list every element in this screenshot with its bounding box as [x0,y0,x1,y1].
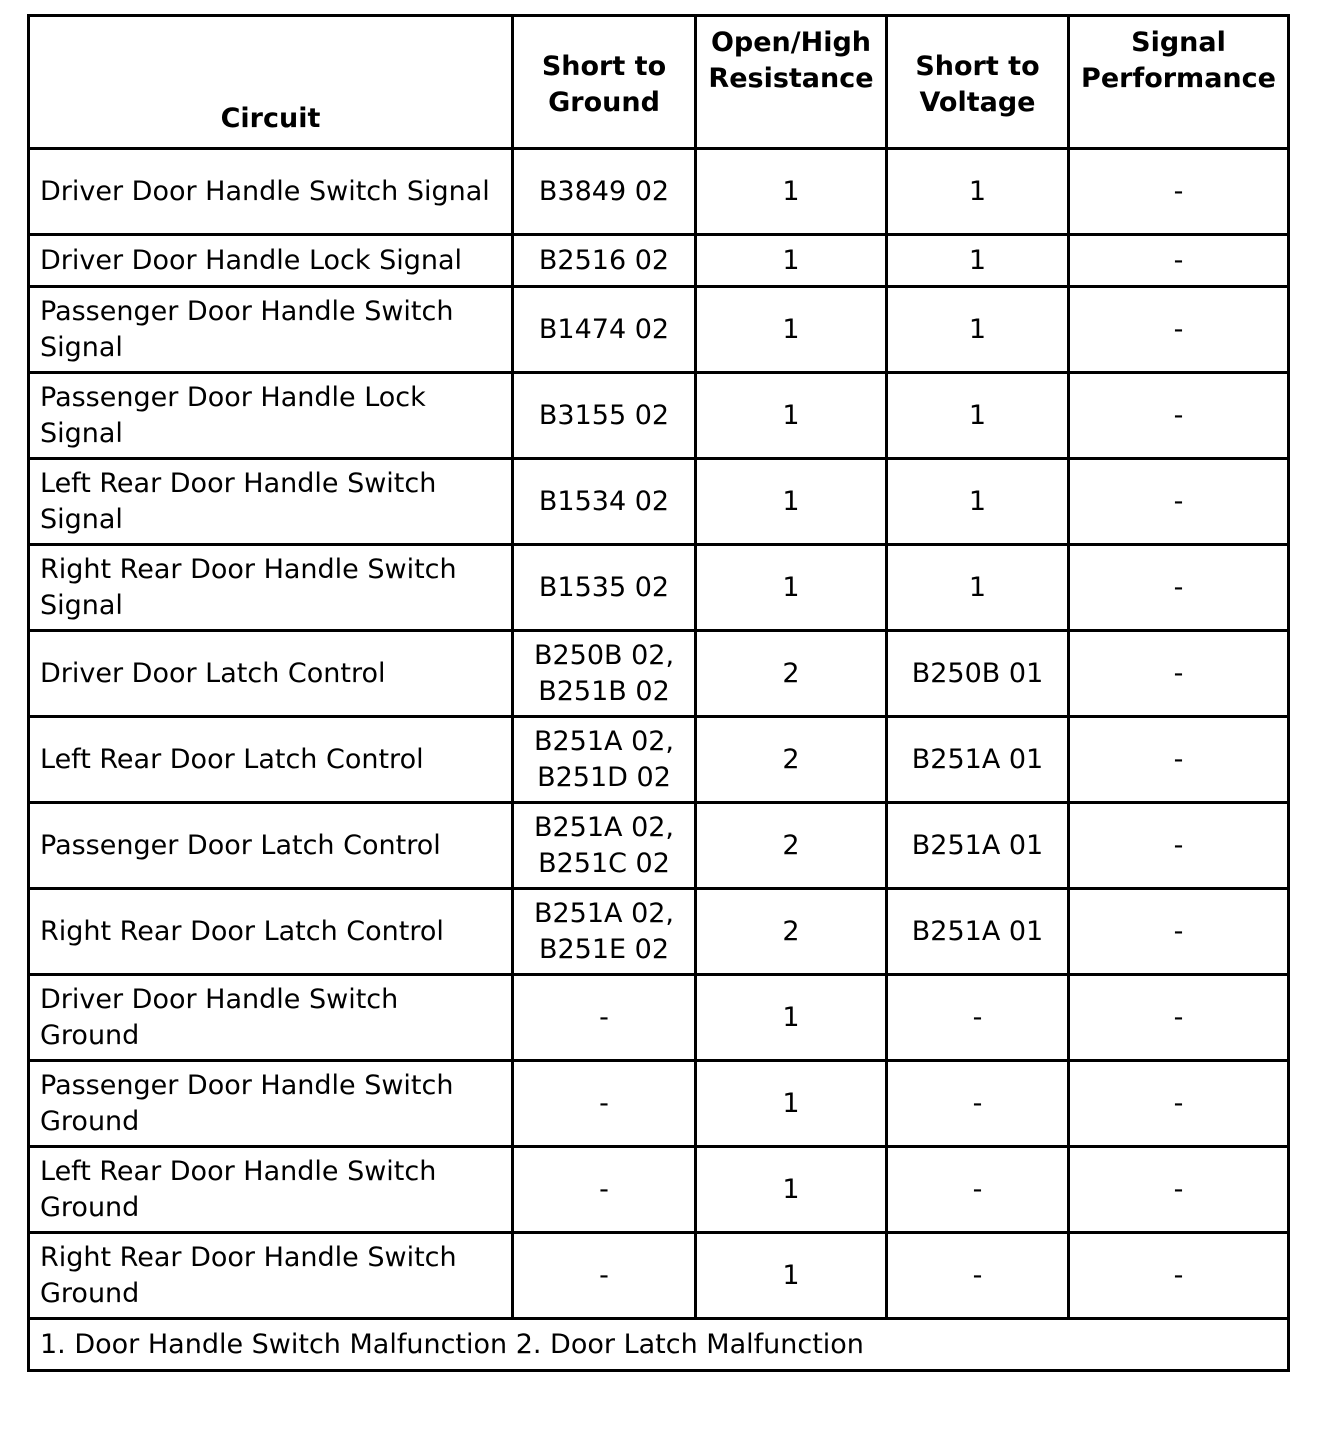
open-high-resistance-cell: 1 [696,149,887,235]
open-high-resistance-cell: 2 [696,631,887,717]
signal-performance-cell: - [1069,975,1289,1061]
circuit-cell: Passenger Door Handle Switch Signal [29,287,513,373]
circuit-cell: Left Rear Door Latch Control [29,717,513,803]
open-high-resistance-cell: 1 [696,1147,887,1233]
circuit-cell: Right Rear Door Latch Control [29,889,513,975]
short-to-voltage-cell: B251A 01 [887,717,1069,803]
circuit-cell: Passenger Door Latch Control [29,803,513,889]
short-to-voltage-cell: 1 [887,287,1069,373]
circuit-cell: Right Rear Door Handle Switch Signal [29,545,513,631]
signal-performance-cell: - [1069,545,1289,631]
circuit-cell: Right Rear Door Handle Switch Ground [29,1233,513,1319]
header-circuit: Circuit [29,16,513,149]
open-high-resistance-cell: 1 [696,235,887,287]
open-high-resistance-cell: 1 [696,545,887,631]
circuit-cell: Left Rear Door Handle Switch Ground [29,1147,513,1233]
signal-performance-cell: - [1069,235,1289,287]
header-short-to-voltage: Short to Voltage [887,16,1069,149]
short-to-voltage-cell: - [887,975,1069,1061]
short-to-ground-cell: B3155 02 [513,373,696,459]
short-to-ground-cell: - [513,1233,696,1319]
header-row [29,16,1289,149]
table-row [29,373,1289,459]
signal-performance-cell: - [1069,889,1289,975]
signal-performance-cell: - [1069,459,1289,545]
table-row [29,889,1289,975]
open-high-resistance-cell: 1 [696,1061,887,1147]
circuit-cell: Driver Door Handle Switch Signal [29,149,513,235]
table-row [29,545,1289,631]
open-high-resistance-cell: 1 [696,287,887,373]
short-to-ground-cell: - [513,975,696,1061]
circuit-cell: Left Rear Door Handle Switch Signal [29,459,513,545]
table-row [29,1147,1289,1233]
short-to-voltage-cell: - [887,1233,1069,1319]
open-high-resistance-cell: 2 [696,803,887,889]
circuit-cell: Passenger Door Handle Switch Ground [29,1061,513,1147]
open-high-resistance-cell: 1 [696,975,887,1061]
footnote: 1. Door Handle Switch Malfunction 2. Door Latch Malfunction [29,1319,1289,1371]
table-row [29,803,1289,889]
circuit-cell: Driver Door Handle Lock Signal [29,235,513,287]
table-row [29,717,1289,803]
short-to-ground-cell: B1534 02 [513,459,696,545]
signal-performance-cell: - [1069,1147,1289,1233]
table-row [29,1233,1289,1319]
open-high-resistance-cell: 1 [696,459,887,545]
header-open-high-resistance: Open/High Resistance [696,16,887,149]
short-to-voltage-cell: 1 [887,373,1069,459]
signal-performance-cell: - [1069,373,1289,459]
short-to-voltage-cell: 1 [887,459,1069,545]
short-to-ground-cell: B1535 02 [513,545,696,631]
short-to-voltage-cell: 1 [887,235,1069,287]
signal-performance-cell: - [1069,1061,1289,1147]
short-to-voltage-cell: B250B 01 [887,631,1069,717]
dtc-circuit-table [27,14,1290,1372]
signal-performance-cell: - [1069,1233,1289,1319]
table-row [29,631,1289,717]
table-row [29,235,1289,287]
table-row [29,149,1289,235]
open-high-resistance-cell: 1 [696,373,887,459]
short-to-ground-cell: B251A 02, B251D 02 [513,717,696,803]
table-row [29,459,1289,545]
short-to-voltage-cell: - [887,1061,1069,1147]
short-to-ground-cell: B2516 02 [513,235,696,287]
signal-performance-cell: - [1069,287,1289,373]
short-to-ground-cell: - [513,1061,696,1147]
short-to-voltage-cell: B251A 01 [887,803,1069,889]
short-to-ground-cell: B3849 02 [513,149,696,235]
signal-performance-cell: - [1069,717,1289,803]
table-row [29,1061,1289,1147]
header-signal-performance: Signal Performance [1069,16,1289,149]
short-to-ground-cell: - [513,1147,696,1233]
circuit-cell: Driver Door Handle Switch Ground [29,975,513,1061]
signal-performance-cell: - [1069,631,1289,717]
circuit-cell: Passenger Door Handle Lock Signal [29,373,513,459]
signal-performance-cell: - [1069,803,1289,889]
short-to-voltage-cell: - [887,1147,1069,1233]
open-high-resistance-cell: 1 [696,1233,887,1319]
footnote-row [29,1319,1289,1371]
open-high-resistance-cell: 2 [696,889,887,975]
short-to-voltage-cell: 1 [887,149,1069,235]
signal-performance-cell: - [1069,149,1289,235]
short-to-ground-cell: B251A 02, B251E 02 [513,889,696,975]
short-to-voltage-cell: 1 [887,545,1069,631]
short-to-ground-cell: B1474 02 [513,287,696,373]
table-row [29,975,1289,1061]
table-row [29,287,1289,373]
open-high-resistance-cell: 2 [696,717,887,803]
short-to-voltage-cell: B251A 01 [887,889,1069,975]
short-to-ground-cell: B250B 02, B251B 02 [513,631,696,717]
circuit-cell: Driver Door Latch Control [29,631,513,717]
short-to-ground-cell: B251A 02, B251C 02 [513,803,696,889]
header-short-to-ground: Short to Ground [513,16,696,149]
